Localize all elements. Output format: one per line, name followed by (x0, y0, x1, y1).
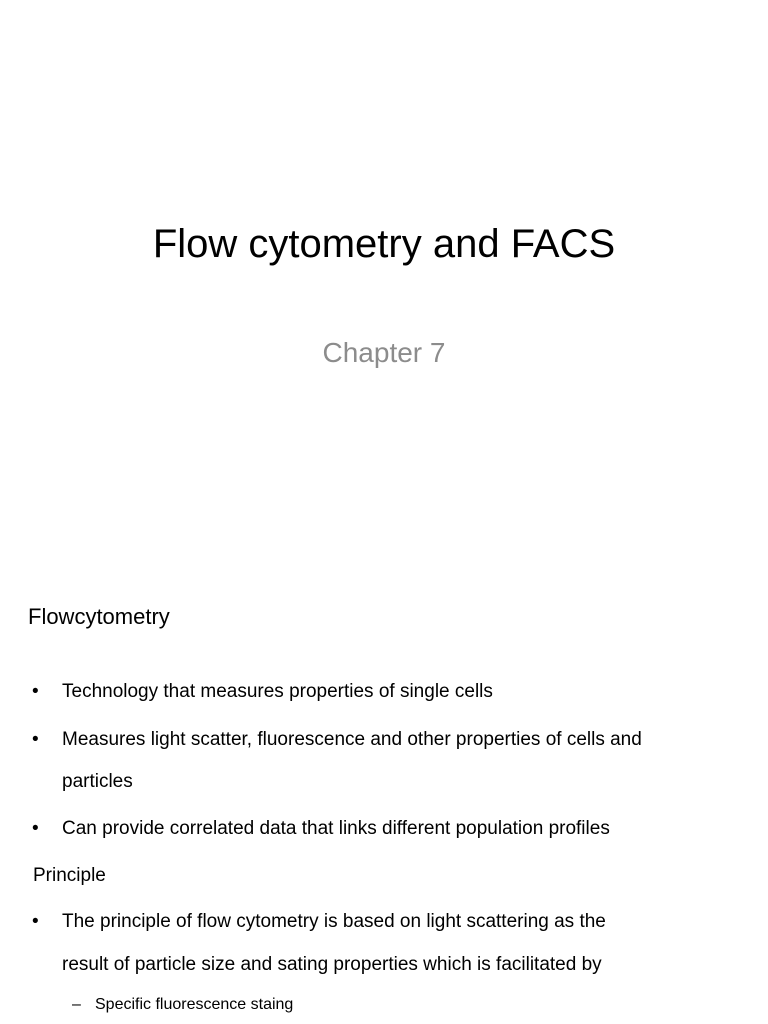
bullet-text-continuation: result of particle size and sating properties which is facilitated by (62, 954, 602, 975)
bullet-text: Technology that measures properties of single cells (62, 681, 493, 702)
bullet-text: The principle of flow cytometry is based on light scattering as the (62, 911, 606, 932)
slide-title: Flow cytometry and FACS (152, 222, 616, 266)
bullet-text: Measures light scatter, fluorescence and other properties of cells and (62, 729, 642, 750)
slide-subtitle: Chapter 7 (322, 337, 446, 368)
bullet-text-continuation: particles (62, 771, 133, 792)
dash-icon: – (72, 996, 81, 1013)
bullet-icon: • (32, 681, 39, 702)
bullet-icon: • (32, 818, 39, 839)
bullet-icon: • (32, 911, 39, 932)
bullet-icon: • (32, 729, 39, 750)
bullet-text: Can provide correlated data that links different population profiles (62, 818, 610, 839)
content-slide (0, 576, 768, 1024)
section-heading: Principle (33, 865, 106, 886)
content-slide-title: Flowcytometry (28, 604, 170, 629)
sub-bullet-text: Specific fluorescence staing (95, 996, 294, 1013)
